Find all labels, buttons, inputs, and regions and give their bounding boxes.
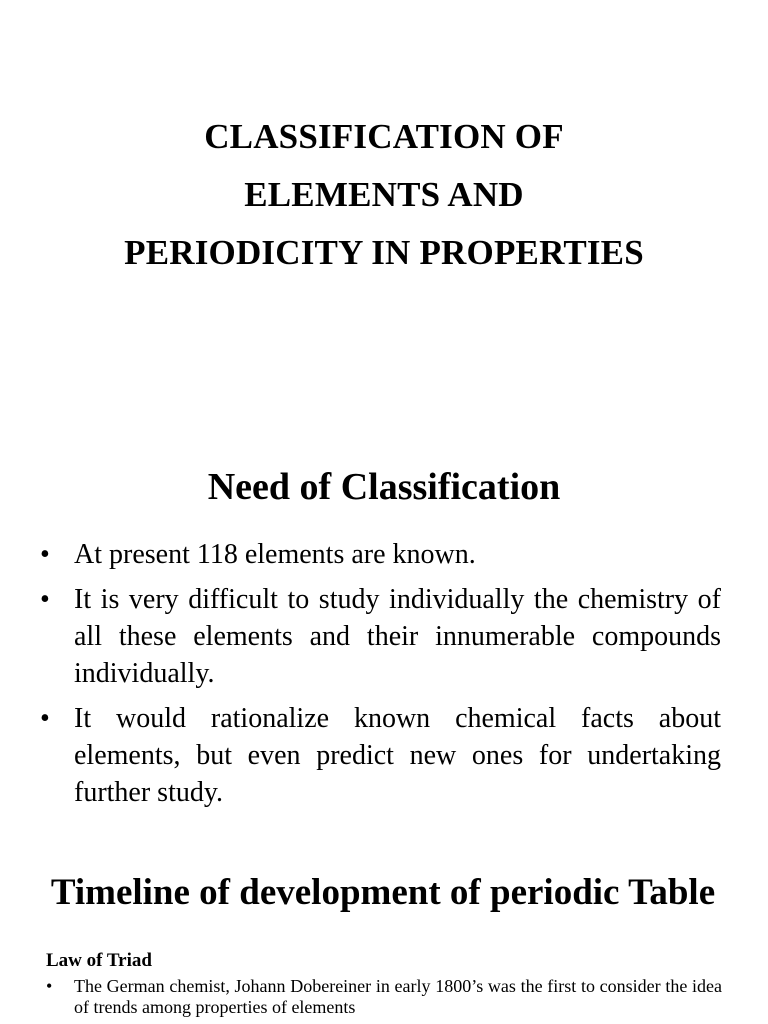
list-item (40, 536, 721, 573)
list-item (46, 976, 722, 1018)
bullet-icon: • (40, 584, 50, 615)
need-of-classification-heading: Need of Classification (207, 466, 561, 508)
bullet-text: It would rationalize known chemical facts about elements, but even predict new ones for undertaking further study. (74, 703, 721, 808)
bullet-text: It is very difficult to study individually the chemistry of all these elements and their innumerable compounds individually. (74, 584, 721, 689)
title-line-1: CLASSIFICATION OF (204, 117, 564, 156)
bullet-text: At present 118 elements are known. (74, 539, 476, 570)
bullet-icon: • (40, 539, 50, 570)
bullet-text: The German chemist, Johann Dobereiner in early 1800’s was the first to consider the idea of trends among properties of elements (74, 976, 722, 1017)
list-item (40, 581, 721, 692)
title-line-2: ELEMENTS AND (244, 175, 524, 214)
need-bullet-list (40, 536, 721, 819)
page-title (0, 108, 768, 282)
list-item (40, 700, 721, 811)
timeline-heading: Timeline of development of periodic Table (50, 872, 716, 913)
law-of-triad-subheading: Law of Triad (46, 950, 152, 971)
title-line-3: PERIODICITY IN PROPERTIES (124, 233, 644, 272)
bullet-icon: • (40, 703, 50, 734)
timeline-bullet-list (46, 976, 722, 1018)
bullet-icon: • (46, 976, 53, 996)
